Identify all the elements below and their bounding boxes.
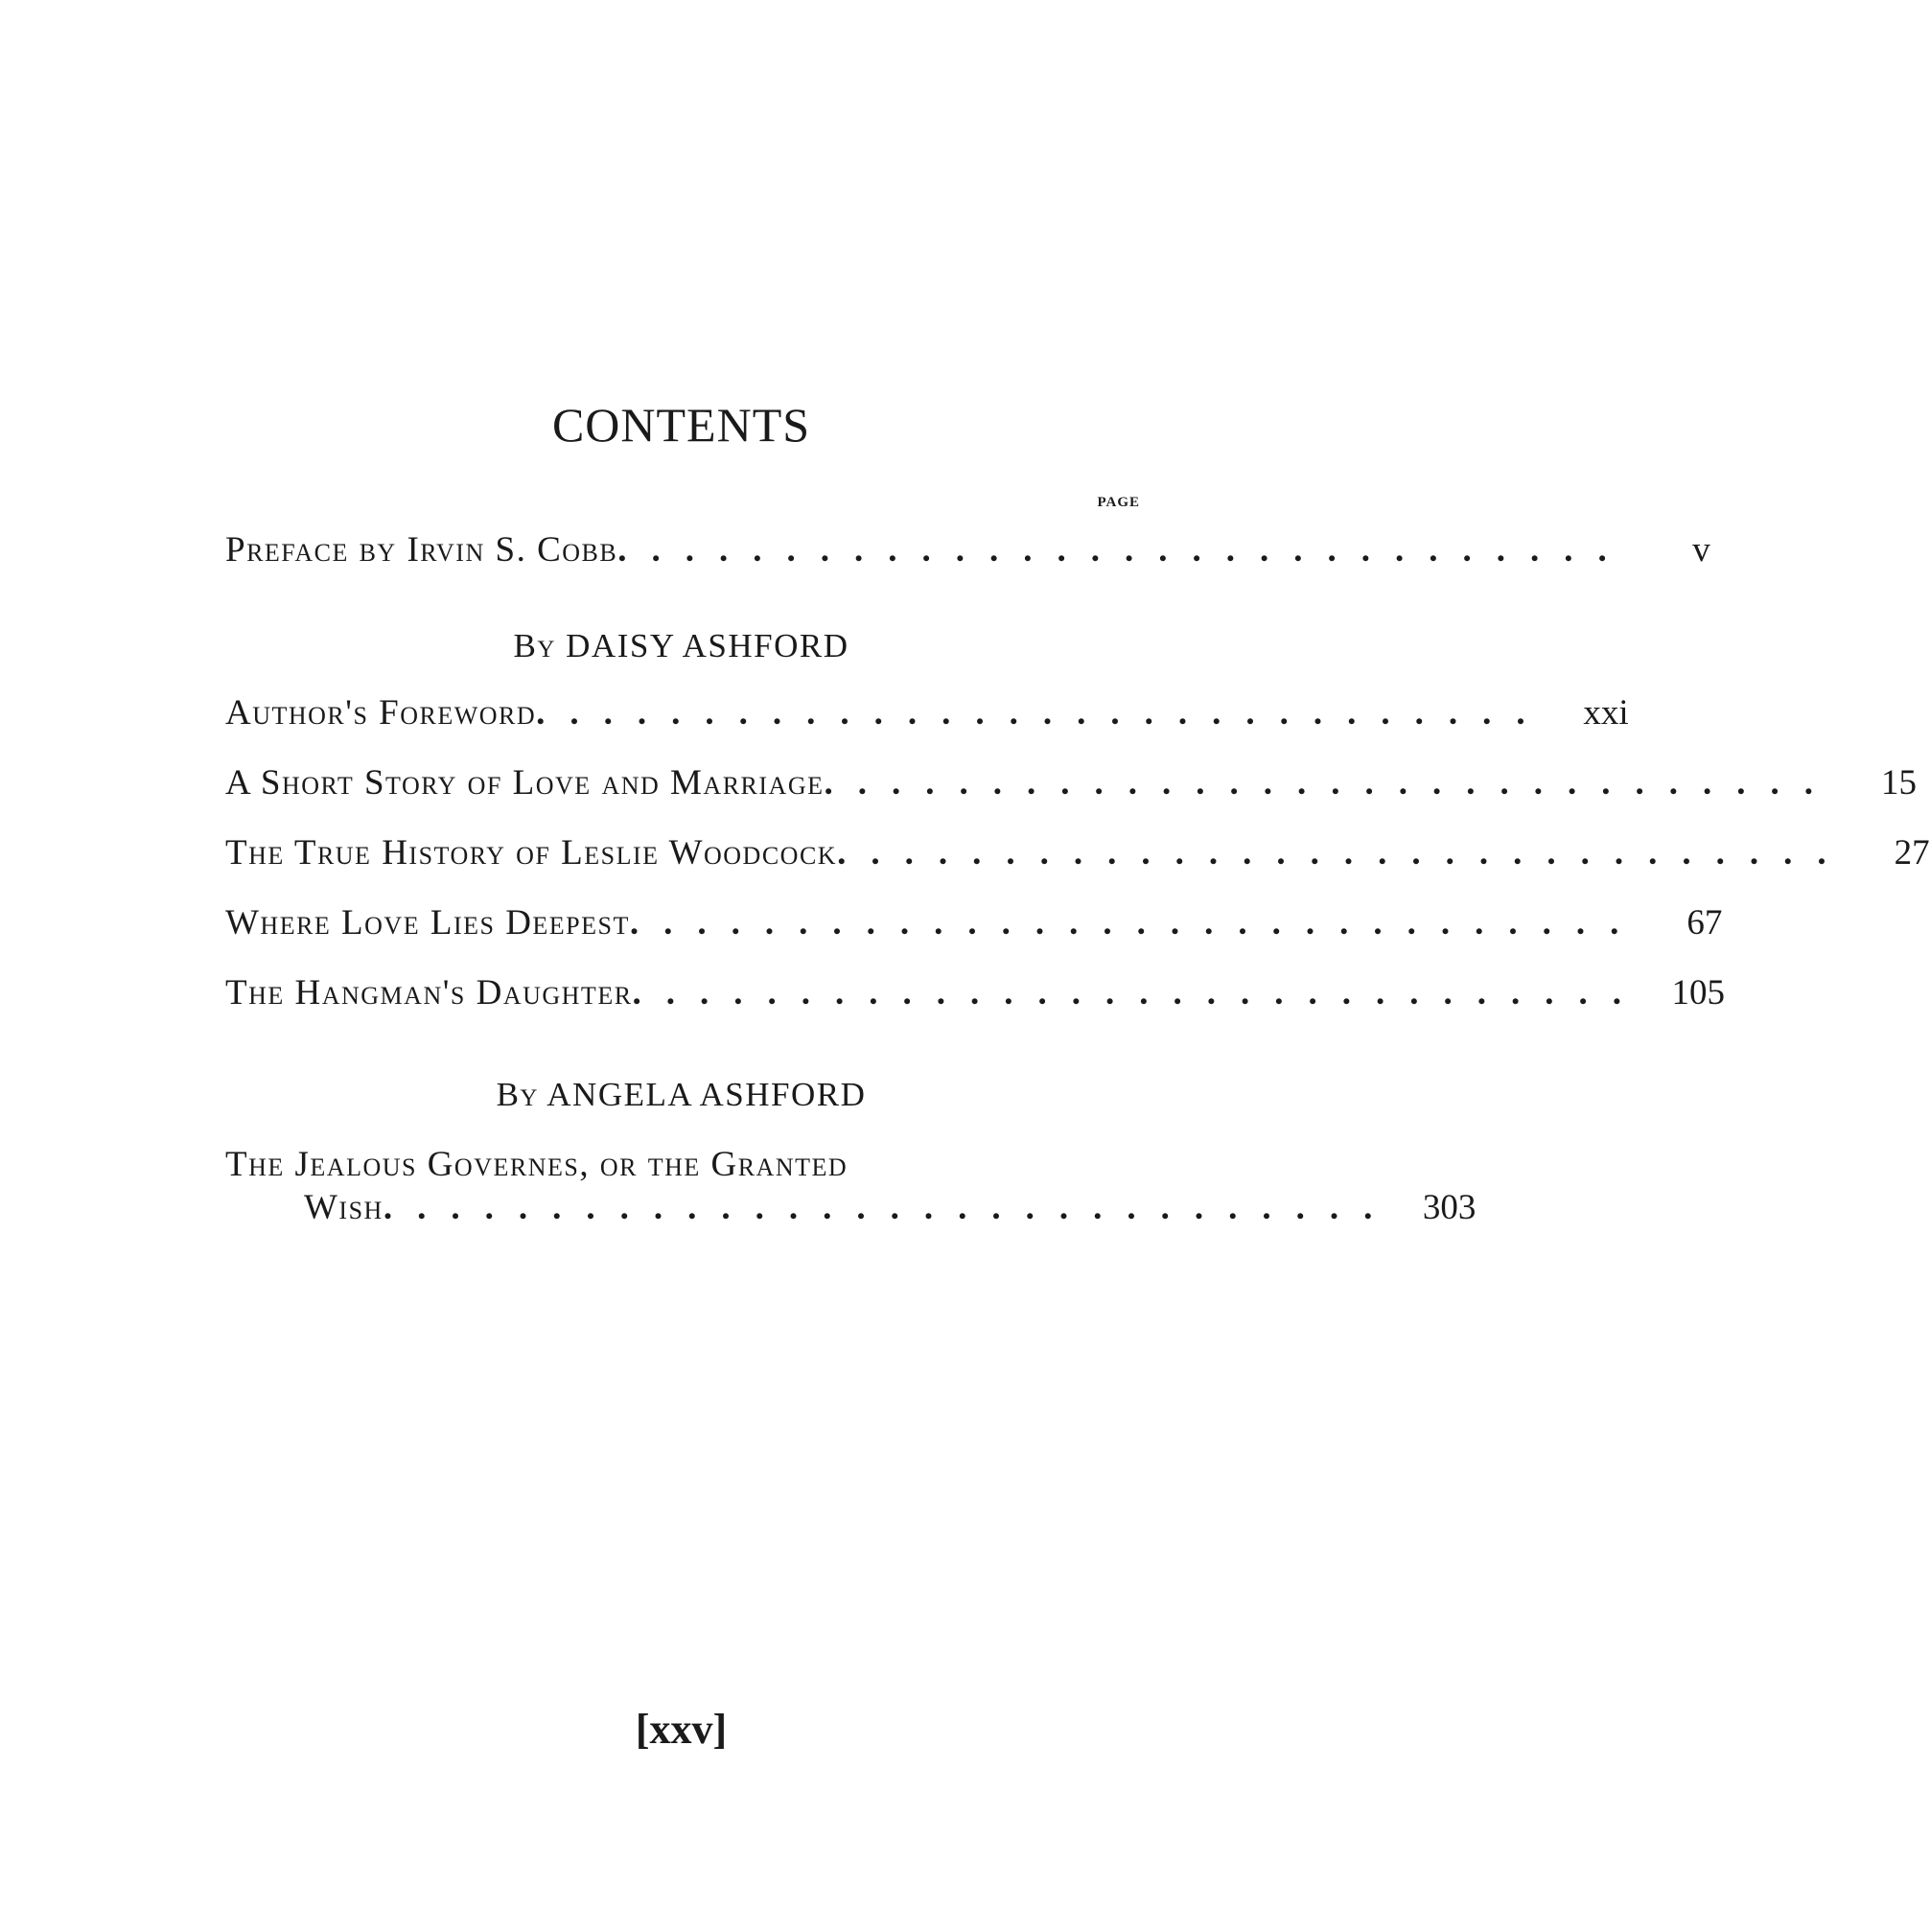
toc-entry	[304, 1187, 1477, 1235]
page-column-label: PAGE	[1097, 495, 1140, 510]
toc-entry	[225, 902, 1723, 950]
toc-entry-page: 27	[1894, 833, 1930, 873]
toc-entry	[225, 832, 1930, 880]
dot-leader: ..............................	[617, 530, 1632, 570]
toc-entry-page: 303	[1422, 1188, 1477, 1227]
dot-leader: ..............................	[824, 763, 1838, 803]
toc-entry-page: v	[1692, 530, 1710, 570]
dot-leader: ..............................	[536, 693, 1550, 733]
toc-entry-title: Where Love Lies Deepest	[225, 903, 630, 943]
toc-entry-title: A Short Story of Love and Marriage	[225, 763, 825, 803]
dot-leader: ..............................	[629, 903, 1644, 943]
toc-entry-page: 67	[1686, 903, 1723, 943]
toc-entry-title: Author's Foreword	[225, 693, 537, 733]
page-number: [xxv]	[635, 1706, 728, 1753]
toc-entry	[225, 972, 1726, 1020]
toc-entry-title-line1: The Jealous Governes, or the Granted	[225, 1145, 849, 1184]
section-heading-daisy: By DAISY ASHFORD	[513, 627, 849, 664]
page-title: CONTENTS	[551, 398, 811, 452]
toc-entry-page: xxi	[1583, 693, 1629, 733]
dot-leader: ..............................	[837, 833, 1851, 873]
toc-entry-title: Preface by Irvin S. Cobb	[225, 530, 618, 570]
section-heading-angela: By ANGELA ASHFORD	[496, 1076, 867, 1113]
toc-entry-page: 15	[1880, 763, 1917, 803]
toc-entry	[225, 762, 1917, 810]
toc-entry	[225, 692, 1629, 740]
toc-entry-title: The True History of Leslie Woodcock	[225, 833, 838, 873]
dot-leader: ..............................	[632, 973, 1647, 1013]
toc-entry	[225, 529, 1710, 577]
dot-leader: ..............................	[383, 1188, 1398, 1227]
toc-entry-page: 105	[1671, 973, 1726, 1013]
toc-entry-title-line2: Wish	[304, 1188, 384, 1227]
toc-entry-title: The Hangman's Daughter	[225, 973, 633, 1013]
